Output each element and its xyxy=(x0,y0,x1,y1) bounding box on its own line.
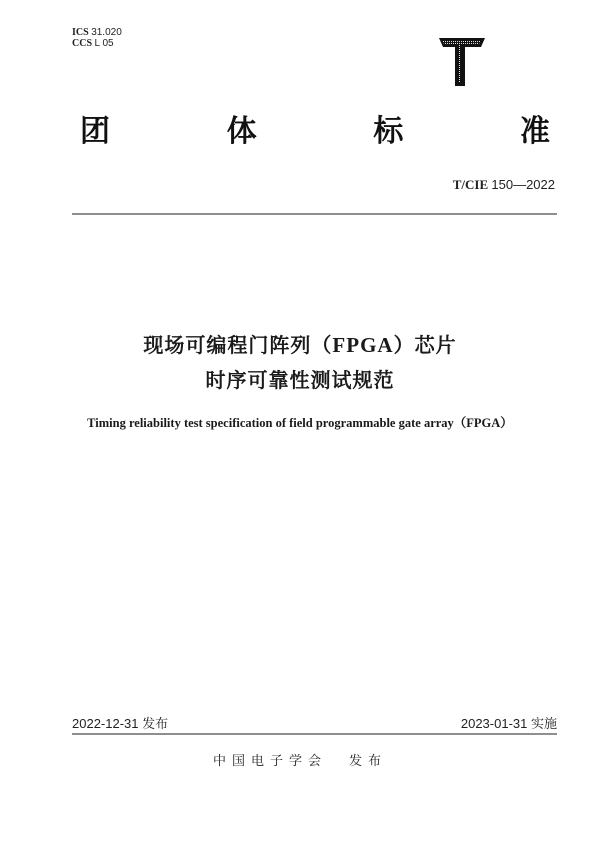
ccs-value: L 05 xyxy=(94,38,114,49)
standard-number xyxy=(453,177,555,193)
issue-date-value: 2022-12-31 xyxy=(72,716,139,731)
ccs-label: CCS xyxy=(72,38,93,49)
category-char-3: 标 xyxy=(373,114,404,149)
english-title: Timing reliability test specification of field programmable gate array（FPGA） xyxy=(87,416,513,430)
category-char-2: 体 xyxy=(226,114,257,149)
publisher-action: 发布 xyxy=(349,754,388,769)
issue-date xyxy=(72,713,168,732)
paren-open: （ xyxy=(311,333,333,357)
ics-value: 31.020 xyxy=(91,27,122,38)
paren-close: ） xyxy=(393,333,415,357)
publisher-name: 中国电子学会 xyxy=(212,754,327,769)
standard-code: 150—2022 xyxy=(491,177,555,192)
standard-mark-t-icon xyxy=(437,33,485,86)
title-text-end: 芯片 xyxy=(414,333,457,357)
title-text: 现场可编程门阵列 xyxy=(143,333,312,357)
document-category-title xyxy=(80,114,550,150)
publisher-line xyxy=(0,750,600,769)
ics-label: ICS xyxy=(72,27,89,38)
effective-date-label: 实施 xyxy=(530,717,557,732)
chinese-title-line-1 xyxy=(0,329,600,358)
effective-date xyxy=(461,713,557,732)
classification-codes xyxy=(72,27,122,49)
effective-date-value: 2023-01-31 xyxy=(460,716,528,731)
category-char-4: 准 xyxy=(519,114,550,149)
title-acronym: FPGA xyxy=(332,333,394,357)
issue-date-label: 发布 xyxy=(142,717,169,732)
ics-code xyxy=(72,27,122,38)
bottom-divider xyxy=(72,733,557,735)
standard-prefix: T/CIE xyxy=(452,177,489,192)
ccs-code xyxy=(72,38,122,49)
category-char-1: 团 xyxy=(80,114,110,149)
chinese-title-line-2: 时序可靠性测试规范 xyxy=(205,368,395,392)
top-divider xyxy=(72,213,557,215)
